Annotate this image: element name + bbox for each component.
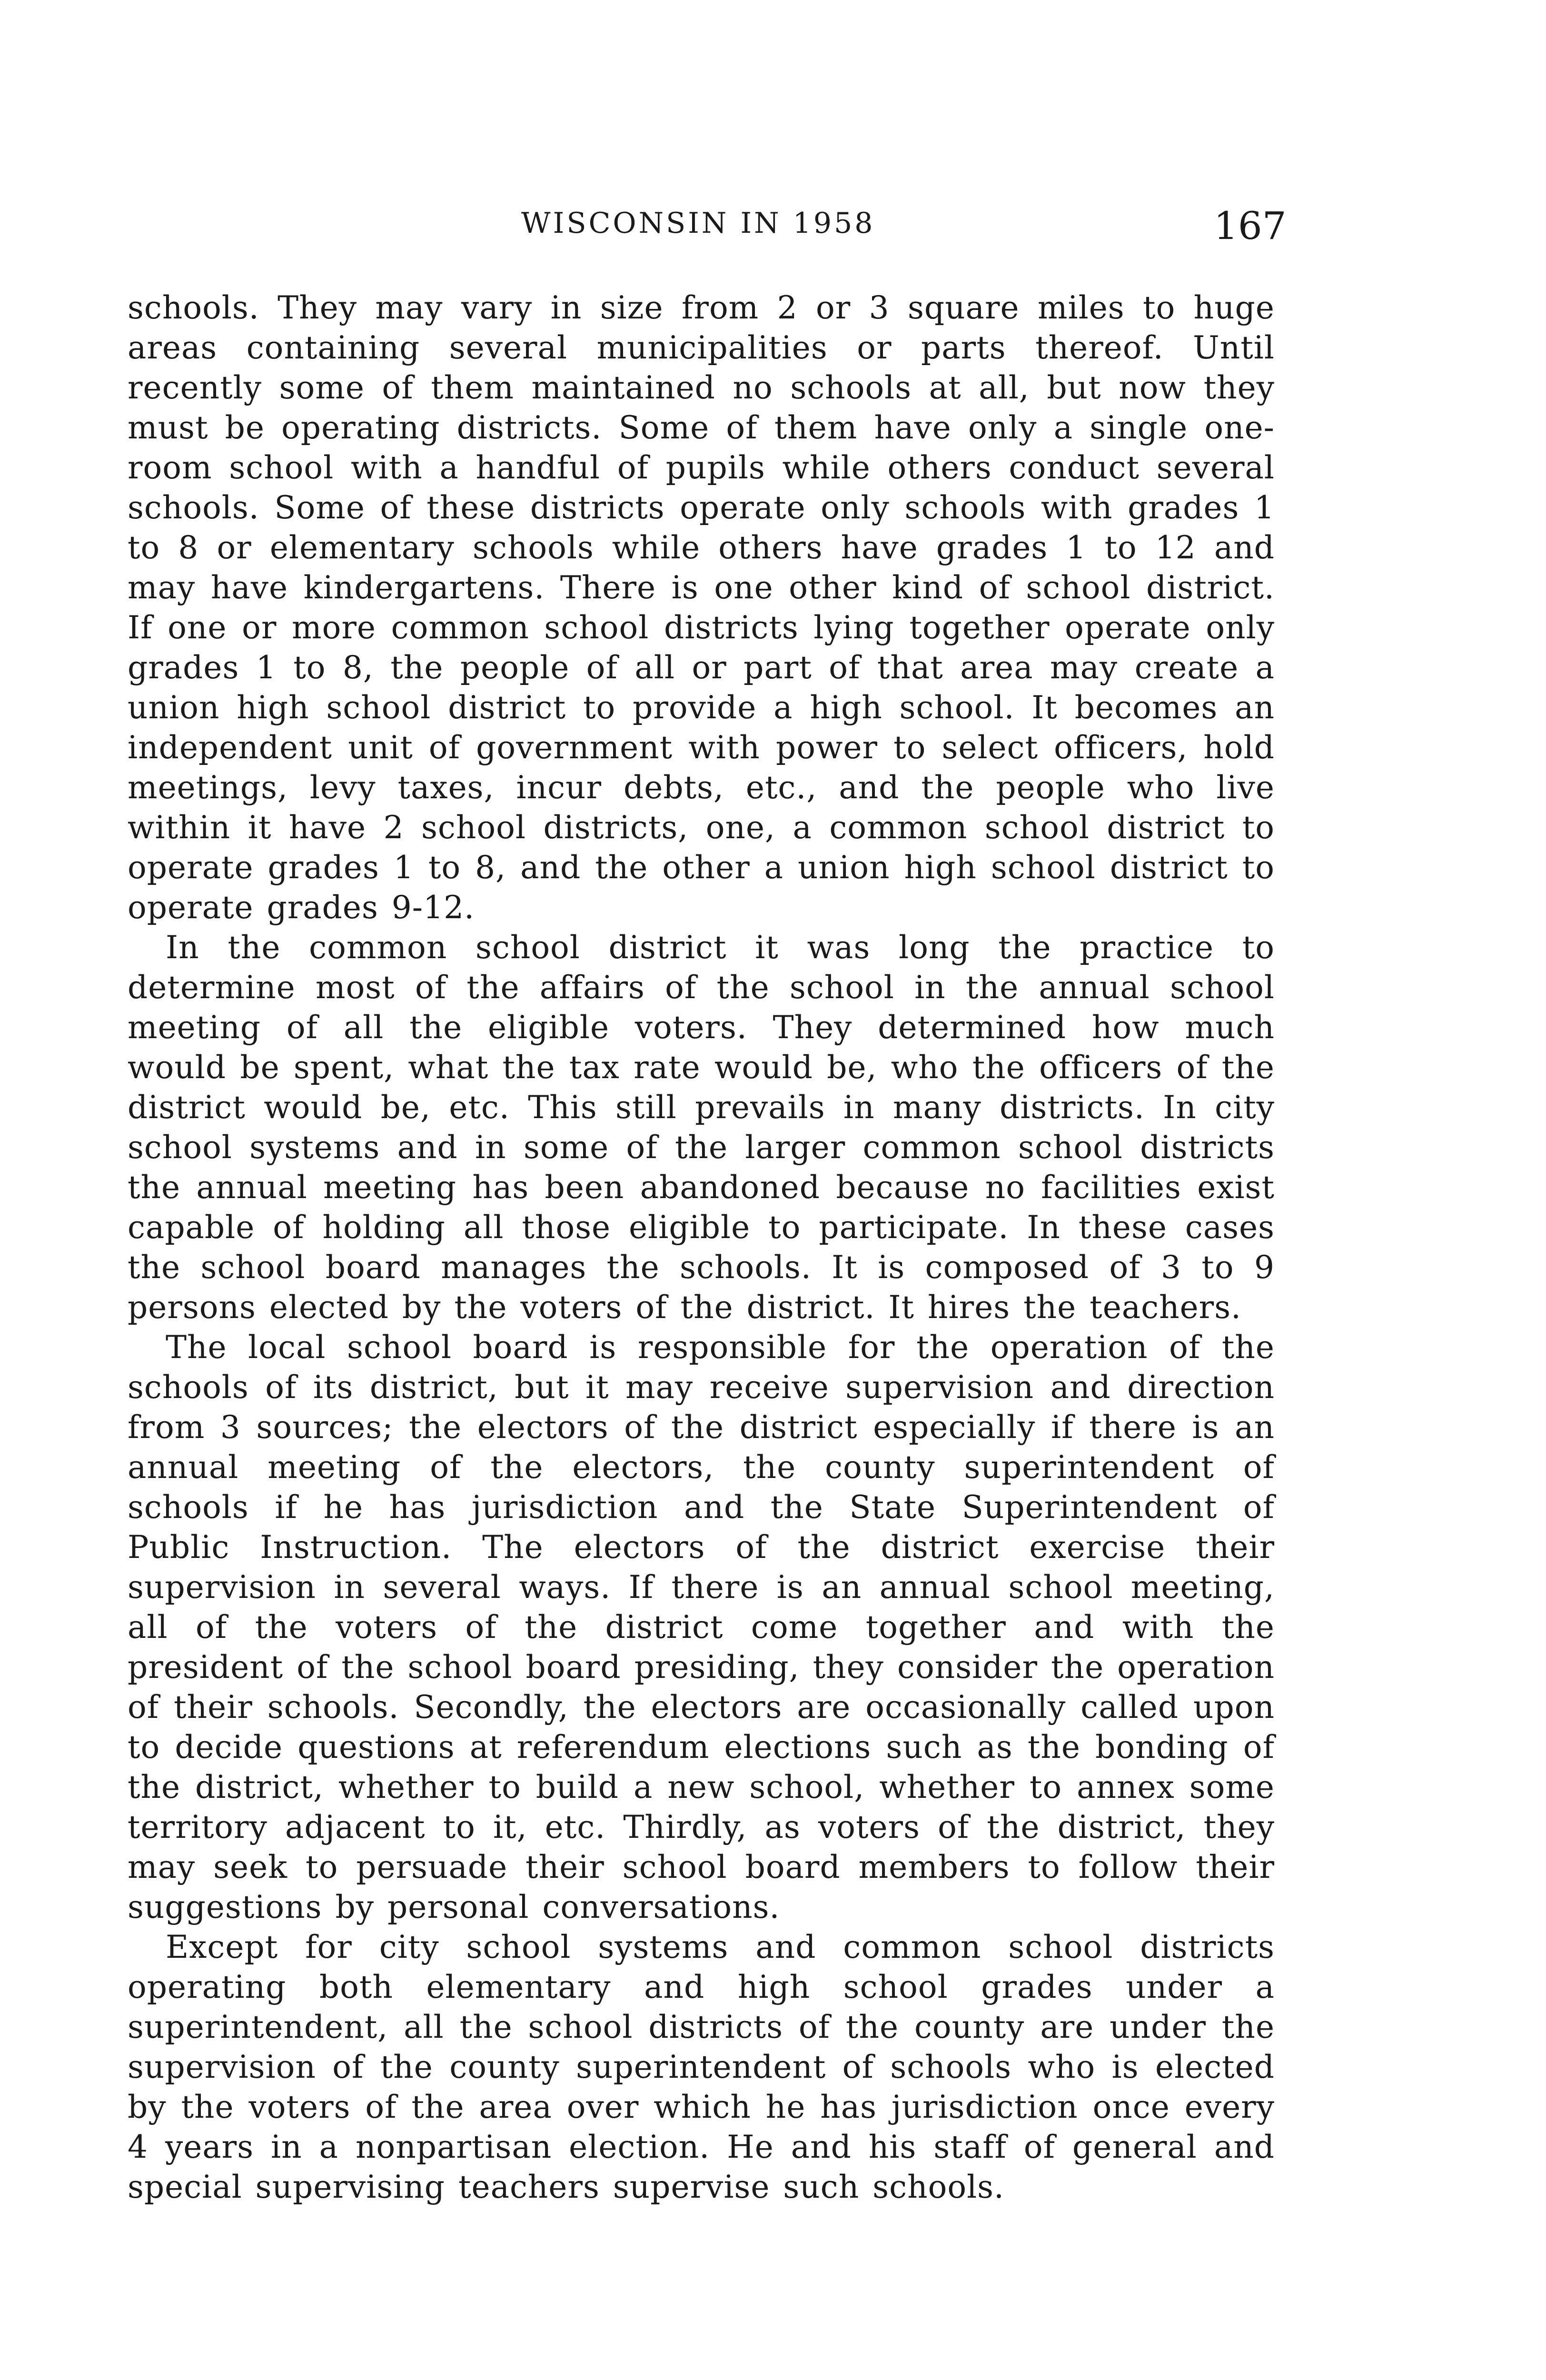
body-text [128,288,1275,2207]
paragraph-school-district-types: schools. They may vary in size from 2 or 3 square miles to huge areas containing several municipalities or parts thereof. Until recently some of them maintained no schools at all, but now they must be operating districts. Some of them have only a single one-room school with a handful of pupils while others conduct several schools. Some of these districts operate only schools with grades 1 to 8 or elementary schools while others have grades 1 to 12 and may have kindergartens. There is one other kind of school district. If one or more common school districts lying together operate only grades 1 to 8, the people of all or part of that area may create a union high school district to provide a high school. It becomes an independent unit of government with power to select officers, hold meetings, levy taxes, incur debts, etc., and the people who live within it have 2 school districts, one, a common school district to operate grades 1 to 8, and the other a union high school district to operate grades 9-12. [128,289,1275,926]
paragraph-school-board-supervision: The local school board is responsible for the operation of the schools of its district, but it may receive supervision and direction from 3 sources; the electors of the district especially if there is an annual meeting of the electors, the county superintendent of schools if he has jurisdiction and the State Superintendent of Public Instruction. The electors of the district exercise their supervision in several ways. If there is an annual school meeting, all of the voters of the district come together and with the president of the school board presiding, they consider the operation of their schools. Secondly, the electors are occasionally called upon to decide questions at referendum elections such as the bonding of the district, whether to build a new school, whether to annex some territory adjacent to it, etc. Thirdly, as voters of the district, they may seek to persuade their school board members to follow their suggestions by personal conversations. [128,1329,1275,1925]
paragraph-county-superintendent: Except for city school systems and common school districts operating both elementary and high school grades under a superintendent, all the school districts of the county are under the supervision of the county superintendent of schools who is elected by the voters of the area over which he has jurisdiction once every 4 years in a nonpartisan election. He and his staff of general and special supervising teachers supervise such schools. [128,1929,1275,2205]
paragraph-annual-school-meeting: In the common school district it was long the practice to determine most of the affairs of the school in the annual school meeting of all the eligible voters. They determined how much would be spent, what the tax rate would be, who the officers of the district would be, etc. This still prevails in many districts. In city school systems and in some of the larger common school districts the annual meeting has been abandoned because no facilities exist capable of holding all those eligible to participate. In these cases the school board manages the schools. It is composed of 3 to 9 persons elected by the voters of the district. It hires the teachers. [128,929,1275,1326]
running-title: WISCONSIN IN 1958 [521,207,875,240]
page-number: 167 [1214,204,1287,248]
running-head [0,202,1546,255]
